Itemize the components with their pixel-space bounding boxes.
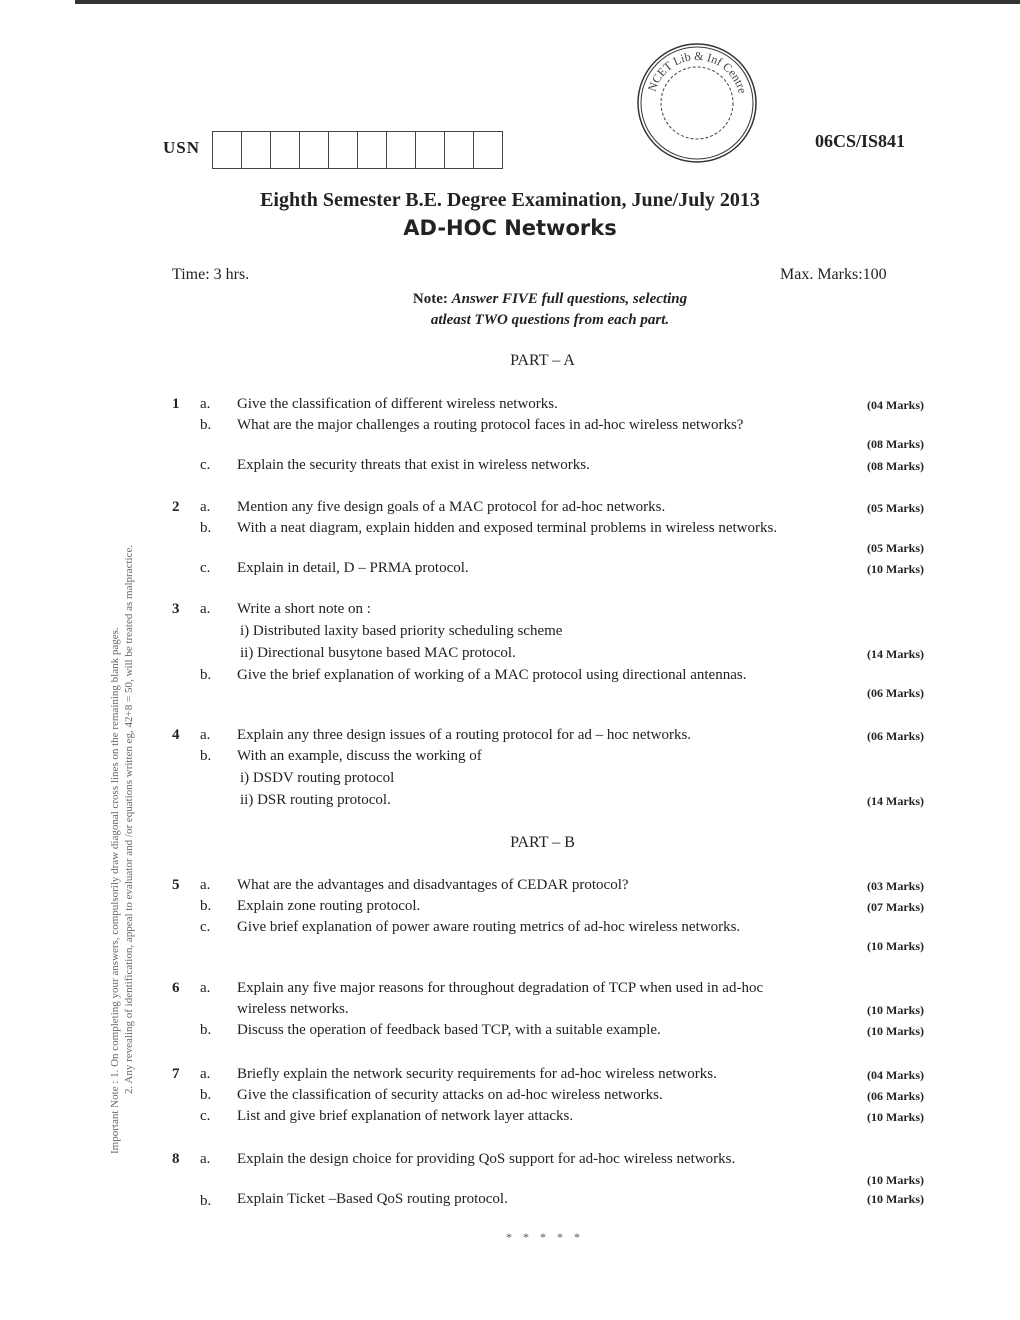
top-border-line xyxy=(75,0,1020,4)
marks: (03 Marks) xyxy=(867,879,924,893)
svg-text:NCET Lib & Inf Centre: NCET Lib & Inf Centre xyxy=(644,48,750,95)
question-text: Explain Ticket –Based QoS routing protocol. xyxy=(237,1191,508,1207)
exam-title: Eighth Semester B.E. Degree Examination, June/July 2013 xyxy=(260,189,760,211)
question-text: Mention any five design goals of a MAC protocol for ad-hoc networks. xyxy=(237,499,666,515)
note-label: Note: xyxy=(412,291,448,307)
sub-item: i) Distributed laxity based priority scheduling scheme xyxy=(240,623,563,639)
marks: (14 Marks) xyxy=(867,794,924,808)
exam-time: Time: 3 hrs. xyxy=(172,266,250,283)
side-important-note xyxy=(108,274,136,1154)
side-note-line-2: 2. Any revealing of identification, appeal to evaluator and /or equations written eg, 42+8 = 50, will be treated as malpractice. xyxy=(123,544,135,1094)
max-marks: Max. Marks:100 xyxy=(780,266,887,283)
marks: (06 Marks) xyxy=(867,729,924,743)
marks: (08 Marks) xyxy=(867,459,924,473)
note-line-2: atleast TWO questions from each part. xyxy=(430,312,670,328)
sub-label: a. xyxy=(200,980,211,996)
sub-label: b. xyxy=(200,898,212,914)
question-text: Give the classification of different wireless networks. xyxy=(237,396,558,412)
sub-label: a. xyxy=(200,601,211,617)
instructions-note xyxy=(0,289,1020,331)
marks: (06 Marks) xyxy=(867,686,924,700)
question-text: What are the major challenges a routing protocol faces in ad-hoc wireless networks? xyxy=(237,417,744,433)
sub-label: a. xyxy=(200,1151,211,1167)
usn-box xyxy=(212,131,242,169)
marks: (06 Marks) xyxy=(867,1089,924,1103)
usn-box xyxy=(300,131,329,169)
library-stamp xyxy=(636,42,758,164)
marks: (14 Marks) xyxy=(867,647,924,661)
question-text: Briefly explain the network security requirements for ad-hoc wireless networks. xyxy=(237,1066,717,1082)
part-b-heading: PART – B xyxy=(510,834,575,851)
sub-label: b. xyxy=(200,667,212,683)
question-number: 4 xyxy=(172,727,180,743)
sub-item: ii) DSR routing protocol. xyxy=(240,792,391,808)
sub-label: a. xyxy=(200,396,211,412)
question-text-continued: wireless networks. xyxy=(237,1001,349,1017)
sub-label: b. xyxy=(200,1193,212,1209)
usn-box xyxy=(474,131,503,169)
usn-box xyxy=(416,131,445,169)
end-of-paper-marker: * * * * * xyxy=(506,1230,584,1244)
question-text: Explain in detail, D – PRMA protocol. xyxy=(237,560,469,576)
sub-label: c. xyxy=(200,560,211,576)
question-text: With an example, discuss the working of xyxy=(237,748,482,764)
question-number: 6 xyxy=(172,980,180,996)
usn-box xyxy=(242,131,271,169)
marks: (04 Marks) xyxy=(867,1068,924,1082)
question-text: Explain zone routing protocol. xyxy=(237,898,421,914)
question-text: Write a short note on : xyxy=(237,601,371,617)
question-number: 2 xyxy=(172,499,180,515)
question-number: 8 xyxy=(172,1151,180,1167)
sub-label: b. xyxy=(200,417,212,433)
marks: (08 Marks) xyxy=(867,437,924,451)
marks: (10 Marks) xyxy=(867,1173,924,1187)
marks: (05 Marks) xyxy=(867,541,924,555)
sub-label: b. xyxy=(200,748,212,764)
question-text: Explain any three design issues of a routing protocol for ad – hoc networks. xyxy=(237,727,692,743)
question-number: 5 xyxy=(172,877,180,893)
question-text: Discuss the operation of feedback based TCP, with a suitable example. xyxy=(237,1022,661,1038)
sub-label: c. xyxy=(200,457,211,473)
marks: (10 Marks) xyxy=(867,1192,924,1206)
sub-label: c. xyxy=(200,1108,211,1124)
usn-box xyxy=(387,131,416,169)
sub-label: b. xyxy=(200,520,212,536)
question-text: Explain the design choice for providing QoS support for ad-hoc wireless networks. xyxy=(237,1151,736,1167)
course-code: 06CS/IS841 xyxy=(815,131,906,151)
marks: (10 Marks) xyxy=(867,1110,924,1124)
side-note-line-1: Important Note : 1. On completing your answers, compulsorily draw diagonal cross lines on the remaining blank pages. xyxy=(109,627,121,1154)
question-text: Explain the security threats that exist in wireless networks. xyxy=(237,457,590,473)
usn-box xyxy=(358,131,387,169)
usn-boxes xyxy=(212,131,503,169)
question-text: What are the advantages and disadvantages of CEDAR protocol? xyxy=(237,877,629,893)
marks: (07 Marks) xyxy=(867,900,924,914)
marks: (05 Marks) xyxy=(867,501,924,515)
sub-label: b. xyxy=(200,1087,212,1103)
sub-item: i) DSDV routing protocol xyxy=(240,770,395,786)
marks: (10 Marks) xyxy=(867,562,924,576)
marks: (04 Marks) xyxy=(867,398,924,412)
part-a-heading: PART – A xyxy=(510,352,575,369)
question-text: With a neat diagram, explain hidden and exposed terminal problems in wireless networks. xyxy=(237,520,778,536)
sub-label: b. xyxy=(200,1022,212,1038)
question-text: List and give brief explanation of network layer attacks. xyxy=(237,1108,574,1124)
question-number: 7 xyxy=(172,1066,180,1082)
question-number: 1 xyxy=(172,396,180,412)
marks: (10 Marks) xyxy=(867,939,924,953)
marks: (10 Marks) xyxy=(867,1003,924,1017)
usn-box xyxy=(329,131,358,169)
sub-label: a. xyxy=(200,727,211,743)
question-text: Give the classification of security attacks on ad-hoc wireless networks. xyxy=(237,1087,663,1103)
sub-label: a. xyxy=(200,499,211,515)
marks: (10 Marks) xyxy=(867,1024,924,1038)
subject-title: AD-HOC Networks xyxy=(403,216,617,240)
question-number: 3 xyxy=(172,601,180,617)
sub-label: c. xyxy=(200,919,211,935)
question-text: Give the brief explanation of working of a MAC protocol using directional antennas. xyxy=(237,667,747,683)
sub-label: a. xyxy=(200,877,211,893)
usn-label: USN xyxy=(163,138,201,157)
usn-box xyxy=(445,131,474,169)
question-text: Explain any five major reasons for throughout degradation of TCP when used in ad-hoc xyxy=(237,980,764,996)
sub-label: a. xyxy=(200,1066,211,1082)
sub-item: ii) Directional busytone based MAC protocol. xyxy=(240,645,516,661)
question-text: Give brief explanation of power aware routing metrics of ad-hoc wireless networks. xyxy=(237,919,741,935)
note-line-1: Answer FIVE full questions, selecting xyxy=(451,291,688,307)
usn-box xyxy=(271,131,300,169)
